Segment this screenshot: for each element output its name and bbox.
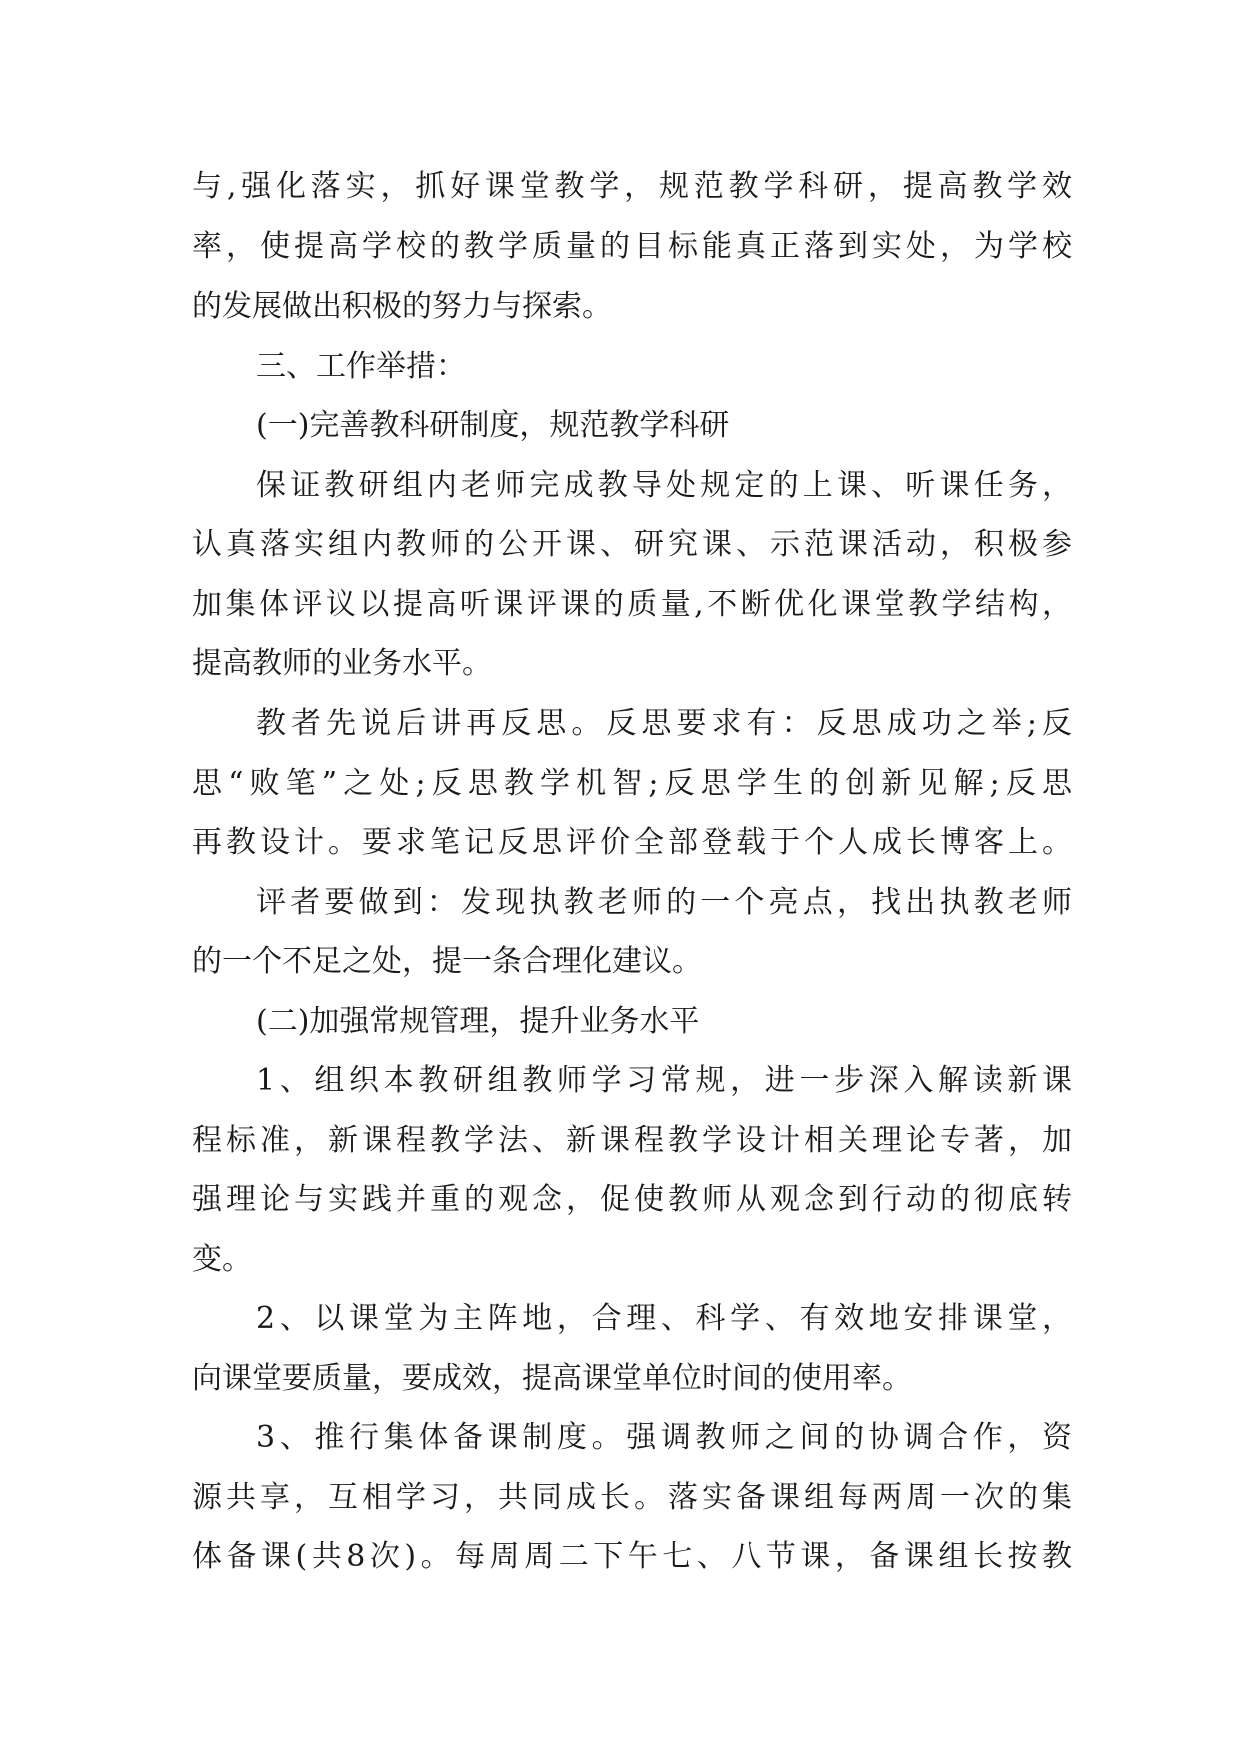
- text-line: 程标准，新课程教学法、新课程教学设计相关理论专著，加: [192, 1123, 1072, 1158]
- text-line: 与,强化落实，抓好课堂教学，规范教学科研，提高教学效: [192, 169, 1072, 204]
- text-line: 强理论与实践并重的观念，促使教师从观念到行动的彻底转: [192, 1182, 1072, 1217]
- text-line: 思“败笔”之处;反思教学机智;反思学生的创新见解;反思: [192, 766, 1072, 801]
- text-line: 的一个不足之处，提一条合理化建议。: [192, 944, 702, 979]
- text-line: 的发展做出积极的努力与探索。: [192, 289, 612, 324]
- subsection-heading: (一)完善教科研制度，规范教学科研: [256, 408, 730, 443]
- text-line: 再教设计。要求笔记反思评价全部登载于个人成长博客上。: [192, 825, 1072, 860]
- text-line: 加集体评议以提高听课评课的质量,不断优化课堂教学结构，: [192, 587, 1072, 622]
- text-line: 1、组织本教研组教师学习常规，进一步深入解读新课: [256, 1063, 1072, 1098]
- text-line: 评者要做到：发现执教老师的一个亮点，找出执教老师: [256, 885, 1072, 920]
- text-line: 3、推行集体备课制度。强调教师之间的协调合作，资: [256, 1420, 1072, 1455]
- text-line: 保证教研组内老师完成教导处规定的上课、听课任务，: [256, 468, 1072, 503]
- subsection-heading: (二)加强常规管理，提升业务水平: [256, 1004, 700, 1039]
- text-line: 认真落实组内教师的公开课、研究课、示范课活动，积极参: [192, 527, 1072, 562]
- text-line: 向课堂要质量，要成效，提高课堂单位时间的使用率。: [192, 1361, 912, 1396]
- text-line: 教者先说后讲再反思。反思要求有：反思成功之举;反: [256, 706, 1072, 741]
- text-line: 体备课(共8次)。每周周二下午七、八节课，备课组长按教: [192, 1539, 1072, 1574]
- section-heading: 三、工作举措：: [256, 349, 466, 384]
- text-line: 率，使提高学校的教学质量的目标能真正落到实处，为学校: [192, 229, 1072, 264]
- text-line: 变。: [192, 1242, 252, 1277]
- text-line: 2、以课堂为主阵地，合理、科学、有效地安排课堂，: [256, 1301, 1072, 1336]
- text-line: 源共享，互相学习，共同成长。落实备课组每两周一次的集: [192, 1480, 1072, 1515]
- text-line: 提高教师的业务水平。: [192, 646, 492, 681]
